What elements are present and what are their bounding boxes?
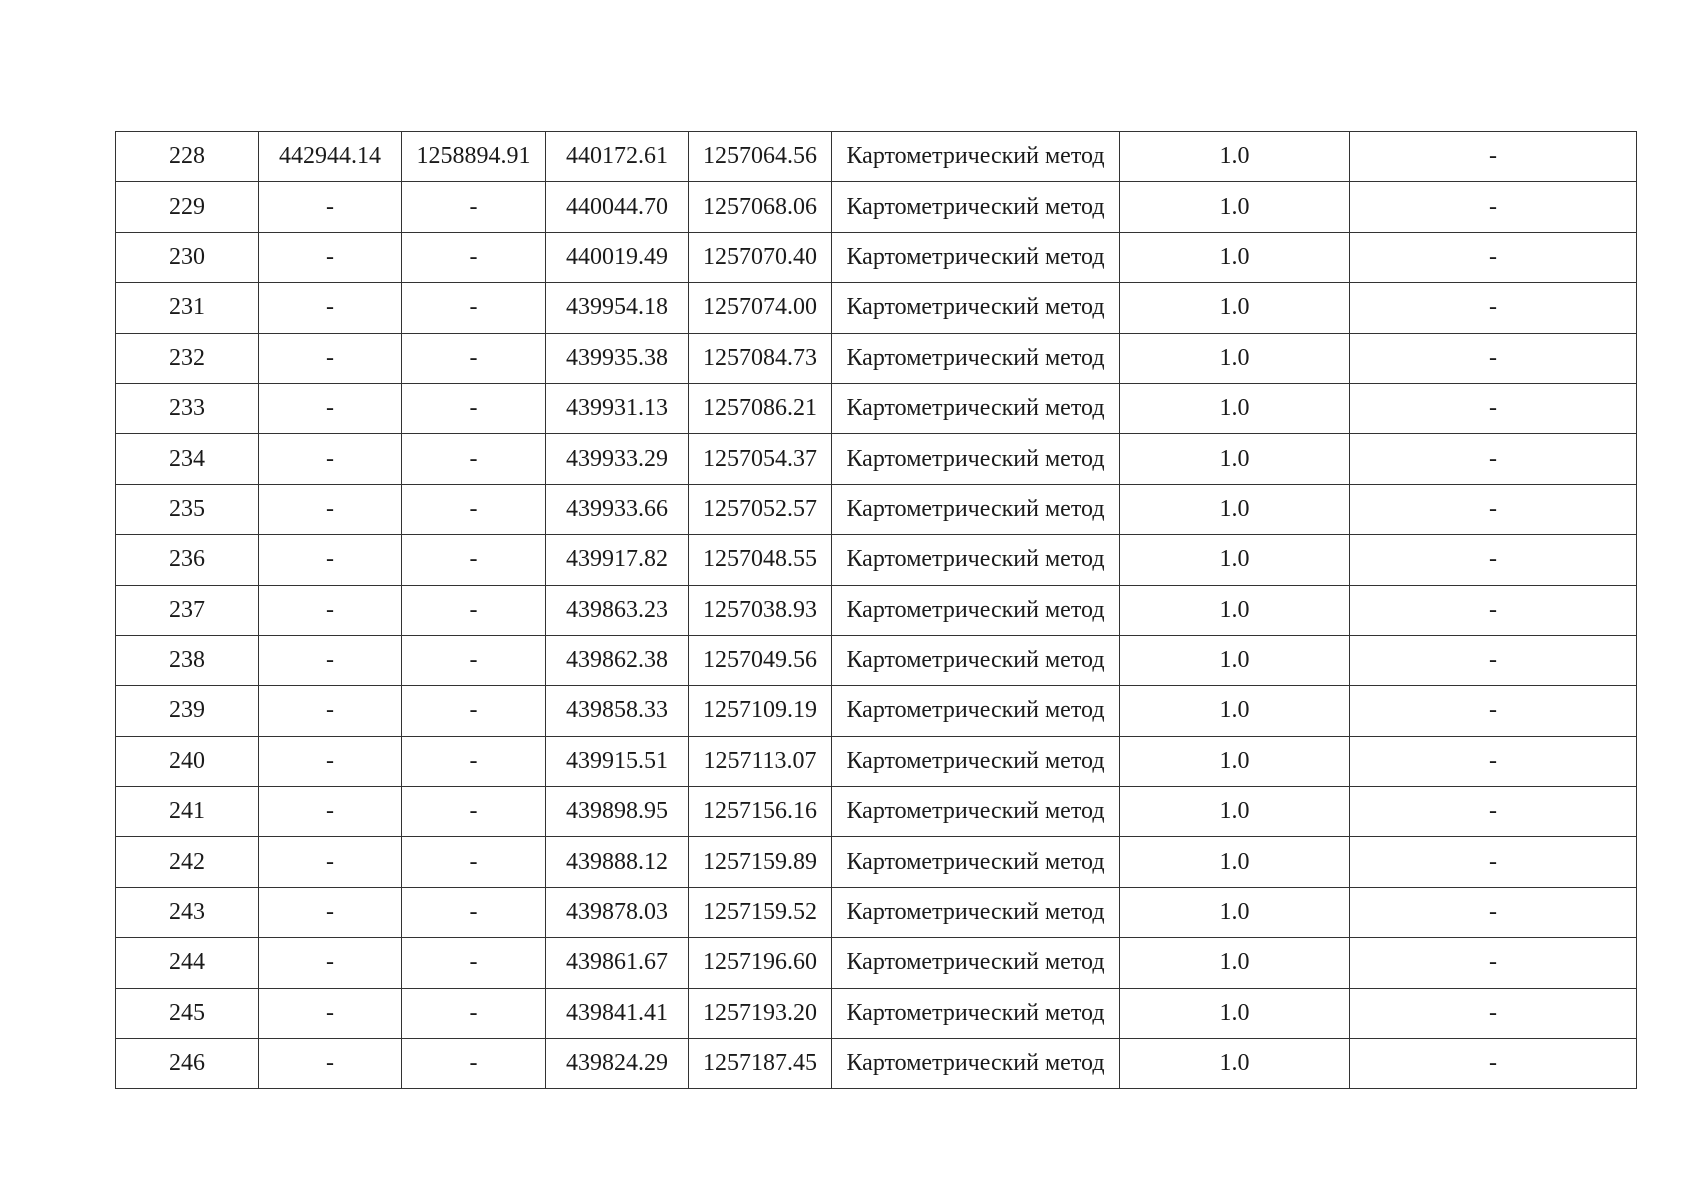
refined-y-cell: 1257159.89 (689, 837, 832, 887)
refined-y-cell: 1257109.19 (689, 686, 832, 736)
description-cell: - (1350, 182, 1637, 232)
table-row (116, 434, 1637, 484)
point-number-cell: 237 (116, 585, 259, 635)
refined-x-cell: 439888.12 (546, 837, 689, 887)
refined-x-cell: 440044.70 (546, 182, 689, 232)
existing-y-cell: - (402, 434, 546, 484)
existing-y-cell: 1258894.91 (402, 132, 546, 182)
existing-x-cell: - (259, 585, 402, 635)
existing-y-cell: - (402, 333, 546, 383)
existing-x-cell: - (259, 887, 402, 937)
accuracy-cell: 1.0 (1120, 182, 1350, 232)
point-number-cell: 240 (116, 736, 259, 786)
table-row (116, 283, 1637, 333)
accuracy-cell: 1.0 (1120, 132, 1350, 182)
existing-y-cell: - (402, 938, 546, 988)
existing-y-cell: - (402, 887, 546, 937)
accuracy-cell: 1.0 (1120, 837, 1350, 887)
table-row (116, 635, 1637, 685)
method-cell: Картометрический метод (832, 484, 1120, 534)
point-number-cell: 229 (116, 182, 259, 232)
table-row (116, 686, 1637, 736)
refined-x-cell: 439824.29 (546, 1039, 689, 1089)
existing-x-cell: - (259, 635, 402, 685)
existing-y-cell: - (402, 182, 546, 232)
refined-y-cell: 1257193.20 (689, 988, 832, 1038)
existing-y-cell: - (402, 988, 546, 1038)
method-cell: Картометрический метод (832, 887, 1120, 937)
existing-y-cell: - (402, 686, 546, 736)
refined-x-cell: 439898.95 (546, 787, 689, 837)
accuracy-cell: 1.0 (1120, 585, 1350, 635)
accuracy-cell: 1.0 (1120, 887, 1350, 937)
method-cell: Картометрический метод (832, 132, 1120, 182)
existing-y-cell: - (402, 535, 546, 585)
method-cell: Картометрический метод (832, 988, 1120, 1038)
method-cell: Картометрический метод (832, 938, 1120, 988)
existing-y-cell: - (402, 1039, 546, 1089)
point-number-cell: 242 (116, 837, 259, 887)
existing-x-cell: - (259, 988, 402, 1038)
point-number-cell: 236 (116, 535, 259, 585)
table-row (116, 938, 1637, 988)
refined-x-cell: 439841.41 (546, 988, 689, 1038)
table-row (116, 585, 1637, 635)
existing-y-cell: - (402, 736, 546, 786)
table-row (116, 988, 1637, 1038)
existing-x-cell: - (259, 938, 402, 988)
description-cell: - (1350, 585, 1637, 635)
refined-y-cell: 1257074.00 (689, 283, 832, 333)
existing-x-cell: - (259, 787, 402, 837)
accuracy-cell: 1.0 (1120, 383, 1350, 433)
refined-y-cell: 1257086.21 (689, 383, 832, 433)
refined-x-cell: 439917.82 (546, 535, 689, 585)
refined-y-cell: 1257159.52 (689, 887, 832, 937)
table-row (116, 182, 1637, 232)
refined-x-cell: 439858.33 (546, 686, 689, 736)
description-cell: - (1350, 938, 1637, 988)
existing-y-cell: - (402, 787, 546, 837)
accuracy-cell: 1.0 (1120, 938, 1350, 988)
refined-x-cell: 439861.67 (546, 938, 689, 988)
refined-y-cell: 1257187.45 (689, 1039, 832, 1089)
point-number-cell: 235 (116, 484, 259, 534)
point-number-cell: 239 (116, 686, 259, 736)
table-row (116, 535, 1637, 585)
refined-y-cell: 1257070.40 (689, 232, 832, 282)
method-cell: Картометрический метод (832, 686, 1120, 736)
method-cell: Картометрический метод (832, 182, 1120, 232)
refined-y-cell: 1257113.07 (689, 736, 832, 786)
refined-x-cell: 440019.49 (546, 232, 689, 282)
point-number-cell: 243 (116, 887, 259, 937)
description-cell: - (1350, 535, 1637, 585)
accuracy-cell: 1.0 (1120, 535, 1350, 585)
description-cell: - (1350, 484, 1637, 534)
accuracy-cell: 1.0 (1120, 635, 1350, 685)
method-cell: Картометрический метод (832, 736, 1120, 786)
refined-x-cell: 439935.38 (546, 333, 689, 383)
point-number-cell: 234 (116, 434, 259, 484)
method-cell: Картометрический метод (832, 1039, 1120, 1089)
description-cell: - (1350, 787, 1637, 837)
accuracy-cell: 1.0 (1120, 283, 1350, 333)
refined-y-cell: 1257064.56 (689, 132, 832, 182)
existing-x-cell: - (259, 837, 402, 887)
description-cell: - (1350, 887, 1637, 937)
accuracy-cell: 1.0 (1120, 484, 1350, 534)
accuracy-cell: 1.0 (1120, 232, 1350, 282)
method-cell: Картометрический метод (832, 585, 1120, 635)
description-cell: - (1350, 383, 1637, 433)
point-number-cell: 231 (116, 283, 259, 333)
refined-y-cell: 1257196.60 (689, 938, 832, 988)
refined-x-cell: 439931.13 (546, 383, 689, 433)
accuracy-cell: 1.0 (1120, 333, 1350, 383)
refined-x-cell: 439863.23 (546, 585, 689, 635)
description-cell: - (1350, 434, 1637, 484)
existing-y-cell: - (402, 283, 546, 333)
refined-y-cell: 1257052.57 (689, 484, 832, 534)
method-cell: Картометрический метод (832, 837, 1120, 887)
refined-x-cell: 439954.18 (546, 283, 689, 333)
point-number-cell: 241 (116, 787, 259, 837)
point-number-cell: 246 (116, 1039, 259, 1089)
coordinates-table (115, 131, 1637, 1089)
table-row (116, 1039, 1637, 1089)
table-row (116, 333, 1637, 383)
refined-x-cell: 439933.29 (546, 434, 689, 484)
description-cell: - (1350, 232, 1637, 282)
accuracy-cell: 1.0 (1120, 1039, 1350, 1089)
table-row (116, 484, 1637, 534)
table-row (116, 787, 1637, 837)
existing-x-cell: - (259, 283, 402, 333)
table-row (116, 837, 1637, 887)
existing-y-cell: - (402, 635, 546, 685)
point-number-cell: 233 (116, 383, 259, 433)
accuracy-cell: 1.0 (1120, 686, 1350, 736)
existing-x-cell: - (259, 333, 402, 383)
point-number-cell: 245 (116, 988, 259, 1038)
existing-x-cell: - (259, 1039, 402, 1089)
description-cell: - (1350, 1039, 1637, 1089)
table-row (116, 132, 1637, 182)
existing-y-cell: - (402, 585, 546, 635)
refined-x-cell: 439878.03 (546, 887, 689, 937)
table-row (116, 887, 1637, 937)
method-cell: Картометрический метод (832, 434, 1120, 484)
description-cell: - (1350, 736, 1637, 786)
accuracy-cell: 1.0 (1120, 434, 1350, 484)
refined-x-cell: 439915.51 (546, 736, 689, 786)
method-cell: Картометрический метод (832, 333, 1120, 383)
refined-x-cell: 439862.38 (546, 635, 689, 685)
existing-y-cell: - (402, 232, 546, 282)
coordinates-table-body (116, 132, 1637, 1089)
description-cell: - (1350, 686, 1637, 736)
accuracy-cell: 1.0 (1120, 988, 1350, 1038)
refined-y-cell: 1257084.73 (689, 333, 832, 383)
existing-y-cell: - (402, 383, 546, 433)
table-row (116, 736, 1637, 786)
description-cell: - (1350, 635, 1637, 685)
description-cell: - (1350, 837, 1637, 887)
table-row (116, 232, 1637, 282)
description-cell: - (1350, 132, 1637, 182)
table-row (116, 383, 1637, 433)
existing-x-cell: - (259, 686, 402, 736)
existing-x-cell: 442944.14 (259, 132, 402, 182)
refined-y-cell: 1257054.37 (689, 434, 832, 484)
existing-x-cell: - (259, 232, 402, 282)
accuracy-cell: 1.0 (1120, 736, 1350, 786)
method-cell: Картометрический метод (832, 383, 1120, 433)
method-cell: Картометрический метод (832, 635, 1120, 685)
existing-y-cell: - (402, 484, 546, 534)
refined-y-cell: 1257048.55 (689, 535, 832, 585)
existing-x-cell: - (259, 383, 402, 433)
method-cell: Картометрический метод (832, 283, 1120, 333)
point-number-cell: 230 (116, 232, 259, 282)
existing-x-cell: - (259, 535, 402, 585)
point-number-cell: 232 (116, 333, 259, 383)
method-cell: Картометрический метод (832, 535, 1120, 585)
existing-x-cell: - (259, 484, 402, 534)
refined-x-cell: 439933.66 (546, 484, 689, 534)
method-cell: Картометрический метод (832, 787, 1120, 837)
description-cell: - (1350, 988, 1637, 1038)
method-cell: Картометрический метод (832, 232, 1120, 282)
point-number-cell: 238 (116, 635, 259, 685)
refined-y-cell: 1257068.06 (689, 182, 832, 232)
refined-y-cell: 1257049.56 (689, 635, 832, 685)
existing-x-cell: - (259, 434, 402, 484)
existing-x-cell: - (259, 182, 402, 232)
existing-x-cell: - (259, 736, 402, 786)
description-cell: - (1350, 283, 1637, 333)
refined-y-cell: 1257038.93 (689, 585, 832, 635)
accuracy-cell: 1.0 (1120, 787, 1350, 837)
description-cell: - (1350, 333, 1637, 383)
refined-y-cell: 1257156.16 (689, 787, 832, 837)
point-number-cell: 228 (116, 132, 259, 182)
point-number-cell: 244 (116, 938, 259, 988)
existing-y-cell: - (402, 837, 546, 887)
refined-x-cell: 440172.61 (546, 132, 689, 182)
